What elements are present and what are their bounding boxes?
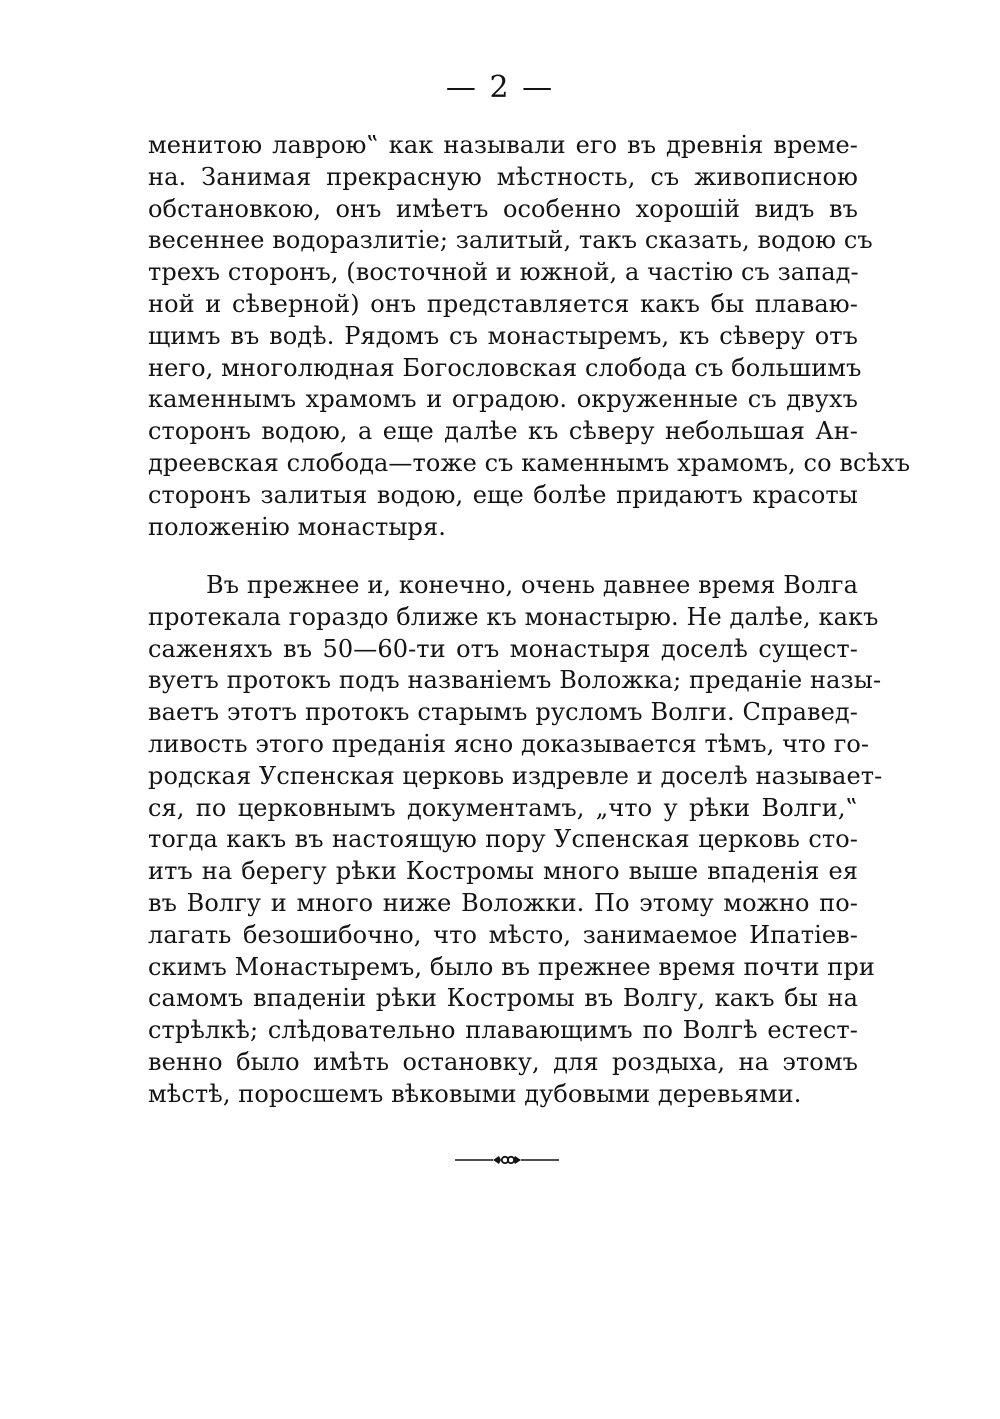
text-line: стрѣлкѣ; слѣдовательно плавающимъ по Волгѣ естест-	[148, 1016, 858, 1045]
text-line: дреевская слобода—тоже съ каменнымъ храмомъ, со всѣхъ	[148, 448, 911, 477]
text-line: сторонъ залитыя водою, еще болѣе придаютъ красоты	[148, 480, 858, 509]
text-line: родская Успенская церковь издревле и доселѣ называет-	[148, 761, 883, 790]
text-line: обстановкою, онъ имѣетъ особенно хорошій видъ въ	[148, 194, 858, 223]
text-line: весеннее водоразлитіе; залитый, такъ сказать, водою съ	[148, 226, 873, 255]
text-line: тогда какъ въ настоящую пору Успенская церковь сто-	[148, 825, 858, 854]
text-line: щимъ въ водѣ. Рядомъ съ монастыремъ, къ сѣверу отъ	[148, 321, 858, 350]
text-line: ваетъ этотъ протокъ старымъ русломъ Волги. Справед-	[148, 698, 858, 727]
text-line: скимъ Монастыремъ, было въ прежнее время почти при	[148, 952, 875, 981]
text-line: ливость этого преданія ясно доказывается тѣмъ, что го-	[148, 729, 870, 758]
text-line: вуетъ протокъ подъ названіемъ Воложка; преданіе назы-	[148, 666, 882, 695]
text-line: сторонъ водою, а еще далѣе къ сѣверу небольшая Ан-	[148, 417, 858, 446]
text-line: протекала гораздо ближе къ монастырю. Не далѣе, какъ	[148, 602, 879, 631]
text-line: въ Волгу и много ниже Воложки. По этому можно по-	[148, 888, 858, 917]
text-line: каменнымъ храмомъ и оградою. окруженные съ двухъ	[148, 385, 858, 414]
text-line: лагать безошибочно, что мѣсто, занимаемое Ипатіев-	[148, 920, 858, 949]
text-line: мѣстѣ, поросшемъ вѣковыми дубовыми деревьями.	[148, 1079, 802, 1108]
text-line: трехъ сторонъ, (восточной и южной, а частію съ запад-	[148, 258, 859, 287]
text-line: ся, по церковнымъ документамъ, „что у рѣки Волги,‟	[148, 793, 858, 822]
paragraph-2	[148, 570, 883, 1111]
text-line: положенію монастыря.	[148, 512, 446, 541]
text-line: него, многолюдная Богословская слобода съ большимъ	[148, 353, 862, 382]
paragraph-1	[148, 130, 911, 543]
text-line: самомъ впаденіи рѣки Костромы въ Волгу, какъ бы на	[148, 984, 858, 1013]
text-line: саженяхъ въ 50—60-ти отъ монастыря доселѣ сущест-	[148, 634, 858, 663]
end-of-text-ornament-icon	[455, 1150, 559, 1170]
text-line: ной и сѣверной) онъ представляется какъ бы плаваю-	[148, 289, 858, 318]
text-line: на. Занимая прекрасную мѣстность, съ живописною	[148, 162, 858, 191]
page-number: — 2 —	[445, 70, 555, 105]
text-line: венно было имѣть остановку, для роздыха, на этомъ	[148, 1047, 858, 1076]
text-line: менитою лаврою‟ как называли его въ древнія време-	[148, 131, 858, 159]
text-line: Въ прежнее и, конечно, очень давнее время Волга	[206, 571, 858, 599]
text-line: итъ на берегу рѣки Костромы много выше впаденія ея	[148, 857, 858, 886]
